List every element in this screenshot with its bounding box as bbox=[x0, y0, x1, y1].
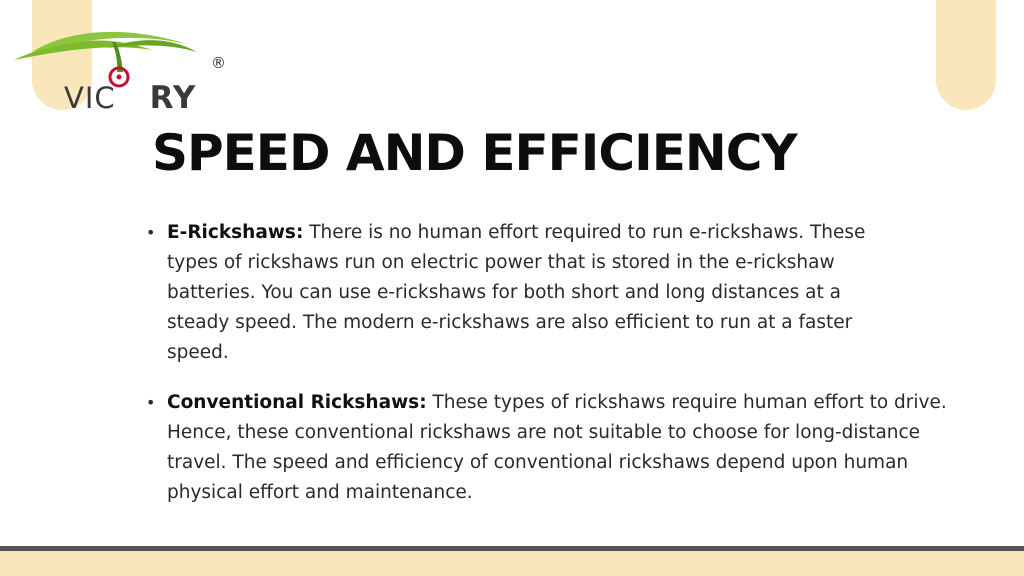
bullet-list bbox=[146, 218, 961, 508]
slide-title: SPEED AND EFFICIENCY bbox=[152, 124, 797, 182]
bullet-text: There is no human effort required to run e-rickshaws. These types of rickshaws run on electric power that is stored in the e-rickshaw batteries. You can use e-rickshaws for both short and long distances at a steady speed. The modern e-rickshaws are also efficient to run at a faster speed. bbox=[167, 222, 866, 363]
logo-wordmark: VIC RY bbox=[64, 80, 197, 116]
decorative-pill-right bbox=[936, 0, 996, 110]
bullet-term: Conventional Rickshaws: bbox=[167, 392, 427, 413]
bullet-text: These types of rickshaws require human effort to drive. Hence, these conventional rickshaws are not suitable to choose for long-distance travel. The speed and efficiency of conventional rickshaws depend upon human physical effort and maintenance. bbox=[167, 392, 947, 503]
footer-band bbox=[0, 551, 1024, 576]
bullet-conventional-rickshaws bbox=[146, 388, 961, 508]
registered-mark: ® bbox=[211, 54, 226, 72]
bullet-dot-icon: • bbox=[146, 393, 156, 412]
bullet-dot-icon: • bbox=[146, 223, 156, 242]
bullet-e-rickshaws bbox=[146, 218, 892, 368]
victory-logo bbox=[12, 22, 226, 116]
bullet-term: E-Rickshaws: bbox=[167, 222, 304, 243]
